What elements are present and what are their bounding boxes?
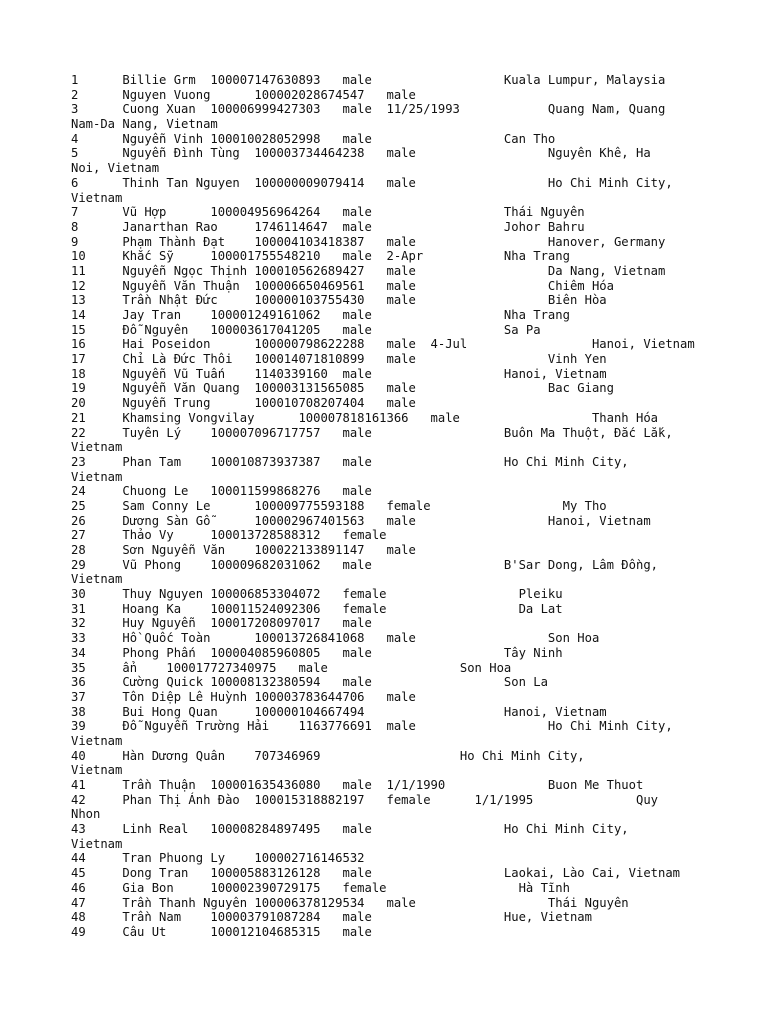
text-line: 6 Thinh Tan Nguyen 100000009079414 male Ho Chi Minh City, [71, 175, 673, 190]
text-line: 2 Nguyen Vuong 100002028674547 male [71, 87, 416, 102]
text-line: Nam-Da Nang, Vietnam [71, 117, 218, 132]
text-line: 29 Vũ Phong 100009682031062 male B'Sar Dong, Lâm Đồng, [71, 557, 658, 572]
text-line: 33 Hồ Quốc Toàn 100013726841068 male Son Hoa [71, 631, 600, 646]
text-line: 22 Tuyên Lý 100007096717757 male Buôn Ma Thuột, Đắc Lắk, [71, 425, 673, 440]
text-line: 21 Khamsing Vongvilay 100007818161366 male Thanh Hóa [71, 410, 658, 425]
text-line: Vietnam [71, 190, 123, 205]
text-line: 9 Phạm Thành Đạt 100004103418387 male Hanover, Germany [71, 234, 666, 249]
text-line: 19 Nguyễn Văn Quang 100003131565085 male Bac Giang [71, 381, 614, 396]
text-line: 41 Trần Thuận 100001635436080 male 1/1/1990 Buon Me Thuot [71, 778, 644, 792]
text-line: 17 Chỉ Là Đức Thôi 100014071810899 male Vinh Yen [71, 352, 607, 367]
text-line: 37 Tôn Diệp Lê Huỳnh 100003783644706 male [71, 689, 416, 704]
text-line: 38 Bui Hong Quan 100000104667494 Hanoi, Vietnam [71, 704, 607, 719]
text-line: 42 Phan Thị Ánh Đào 100015318882197 female 1/1/1995 Quy [71, 792, 658, 807]
text-line: 28 Sơn Nguyễn Văn 100022133891147 male [71, 543, 416, 557]
text-line: 1 Billie Grm 100007147630893 male Kuala Lumpur, Malaysia [71, 73, 666, 87]
text-line: 20 Nguyễn Trung 100010708207404 male [71, 396, 416, 411]
text-line: Vietnam [71, 440, 123, 455]
text-line: 15 Đỗ Nguyên 100003617041205 male Sa Pa [71, 322, 541, 337]
text-line: 23 Phan Tam 100010873937387 male Ho Chi Minh City, [71, 454, 629, 469]
text-line: 27 Thảo Vy 100013728588312 female [71, 528, 387, 543]
text-line: 47 Trần Thanh Nguyên 100006378129534 male Thái Nguyên [71, 895, 629, 910]
document-body [71, 73, 721, 940]
text-line: 32 Huy Nguyễn 100017208097017 male [71, 616, 372, 631]
text-line: Vietnam [71, 572, 123, 587]
text-line: 8 Janarthan Rao 1746114647 male Johor Bahru [71, 219, 585, 234]
text-line: 5 Nguyễn Đình Tùng 100003734464238 male Nguyên Khê, Ha [71, 146, 651, 161]
text-line: 39 Đỗ Nguyễn Trường Hải 1163776691 male Ho Chi Minh City, [71, 719, 673, 734]
text-line: 16 Hai Poseidon 100000798622288 male 4-Jul Hanoi, Vietnam [71, 337, 695, 352]
text-line: 43 Linh Real 100008284897495 male Ho Chi Minh City, [71, 822, 629, 837]
text-line: 12 Nguyễn Văn Thuận 100006650469561 male Chiêm Hóa [71, 278, 614, 293]
text-line: Vietnam [71, 836, 123, 851]
text-line: Nhon [71, 807, 101, 822]
text-line: 46 Gia Bon 100002390729175 female Hà Tĩnh [71, 880, 570, 895]
text-line: Vietnam [71, 763, 123, 778]
text-line: 45 Dong Tran 100005883126128 male Laokai, Lào Cai, Vietnam [71, 866, 681, 881]
text-line: 4 Nguyễn Vinh 100010028052998 male Can Tho [71, 131, 556, 146]
text-line: 40 Hàn Dương Quân 707346969 Ho Chi Minh City, [71, 748, 585, 763]
text-line: 18 Nguyễn Vũ Tuấn 1140339160 male Hanoi, Vietnam [71, 366, 607, 381]
text-line: 48 Trần Nam 100003791087284 male Hue, Vietnam [71, 910, 592, 925]
text-line: Vietnam [71, 733, 123, 748]
text-line: 11 Nguyễn Ngọc Thịnh 100010562689427 male Da Nang, Vietnam [71, 263, 666, 278]
text-line: 24 Chuong Le 100011599868276 male [71, 484, 372, 499]
text-line: 34 Phong Phấn 100004085960805 male Tây Ninh [71, 645, 563, 660]
text-line: 31 Hoang Ka 100011524092306 female Da Lat [71, 601, 563, 616]
text-line: 7 Vũ Hợp 100004956964264 male Thái Nguyên [71, 205, 585, 220]
text-line: Noi, Vietnam [71, 161, 160, 176]
text-line: 44 Tran Phuong Ly 100002716146532 [71, 851, 365, 866]
text-line: 10 Khắc Sỹ 100001755548210 male 2-Apr Nha Trang [71, 249, 570, 264]
text-line: 35 ẩn 100017727340975 male Son Hoa [71, 660, 512, 675]
text-line: 25 Sam Conny Le 100009775593188 female My Tho [71, 498, 607, 513]
text-line: 36 Cường Quick 100008132380594 male Son La [71, 675, 548, 690]
text-line: 14 Jay Tran 100001249161062 male Nha Trang [71, 308, 570, 322]
text-line: 26 Dương Sàn Gỗ 100002967401563 male Hanoi, Vietnam [71, 513, 651, 528]
text-line: 3 Cuong Xuan 100006999427303 male 11/25/1993 Quang Nam, Quang [71, 102, 666, 117]
text-line: 13 Trần Nhật Đức 100000103755430 male Biên Hòa [71, 293, 607, 308]
text-line: 30 Thuy Nguyen 100006853304072 female Pleiku [71, 587, 563, 602]
text-line: Vietnam [71, 469, 123, 484]
text-line: 49 Câu Ut 100012104685315 male [71, 924, 372, 939]
